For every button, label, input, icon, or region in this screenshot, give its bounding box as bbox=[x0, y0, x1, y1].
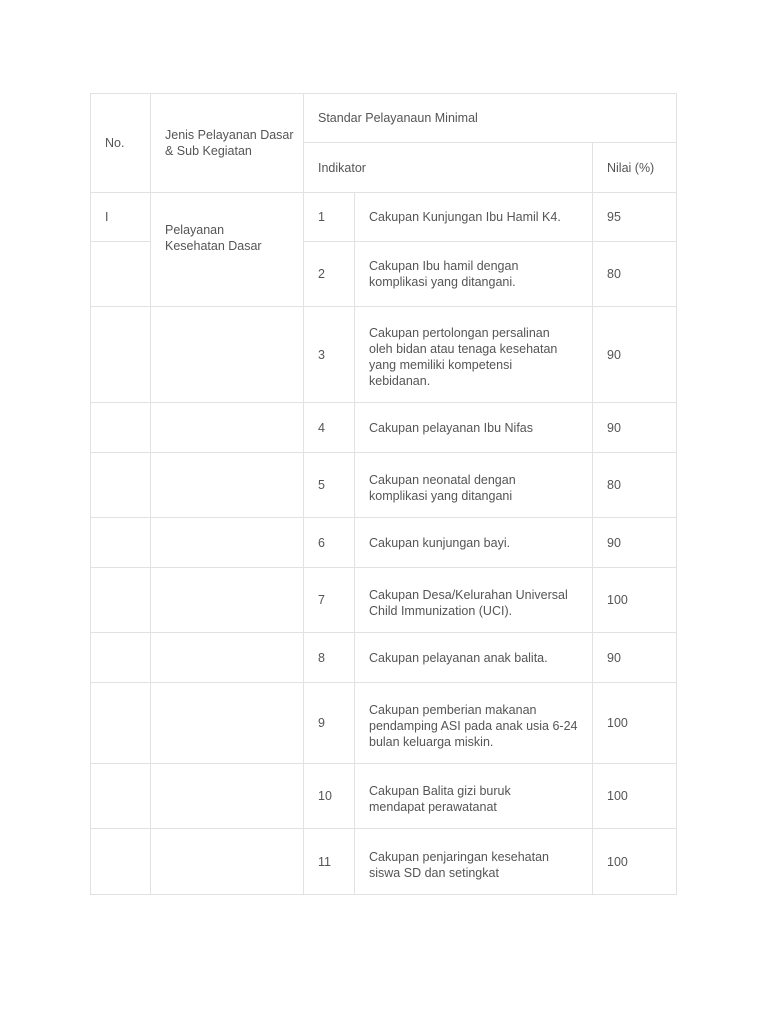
table-row bbox=[91, 193, 677, 242]
table-row bbox=[91, 403, 677, 453]
table-row bbox=[91, 683, 677, 764]
row-number: 3 bbox=[304, 307, 355, 403]
row-indicator: Cakupan kunjungan bayi. bbox=[355, 518, 593, 568]
row-value: 100 bbox=[593, 764, 677, 829]
row-indicator: Cakupan Balita gizi buruk mendapat perawatanat bbox=[355, 764, 593, 829]
row-indicator: Cakupan neonatal dengan komplikasi yang ditangani bbox=[355, 453, 593, 518]
row-indicator: Cakupan pemberian makanan pendamping ASI pada anak usia 6-24 bulan keluarga miskin. bbox=[355, 683, 593, 764]
row-value: 100 bbox=[593, 568, 677, 633]
row-number: 7 bbox=[304, 568, 355, 633]
row-number: 8 bbox=[304, 633, 355, 683]
empty-cell bbox=[91, 242, 151, 307]
empty-cell bbox=[91, 764, 151, 829]
row-indicator: Cakupan penjaringan kesehatan siswa SD dan setingkat bbox=[355, 829, 593, 895]
section-name: Pelayanan Kesehatan Dasar bbox=[151, 193, 304, 307]
row-indicator: Cakupan pertolongan persalinan oleh bidan atau tenaga kesehatan yang memiliki kompetensi kebidanan. bbox=[355, 307, 593, 403]
header-nilai: Nilai (%) bbox=[593, 143, 677, 193]
row-indicator: Cakupan Kunjungan Ibu Hamil K4. bbox=[355, 193, 593, 242]
table-row bbox=[91, 518, 677, 568]
row-number: 1 bbox=[304, 193, 355, 242]
empty-cell bbox=[91, 829, 151, 895]
row-value: 80 bbox=[593, 242, 677, 307]
row-number: 10 bbox=[304, 764, 355, 829]
empty-cell bbox=[91, 633, 151, 683]
empty-cell bbox=[91, 453, 151, 518]
row-value: 90 bbox=[593, 518, 677, 568]
empty-cell bbox=[91, 307, 151, 403]
row-indicator: Cakupan Ibu hamil dengan komplikasi yang ditangani. bbox=[355, 242, 593, 307]
spm-table bbox=[90, 93, 677, 895]
header-indikator: Indikator bbox=[304, 143, 593, 193]
table-row bbox=[91, 307, 677, 403]
empty-cell bbox=[91, 683, 151, 764]
empty-cell bbox=[151, 829, 304, 895]
empty-cell bbox=[151, 764, 304, 829]
table-row bbox=[91, 568, 677, 633]
row-value: 100 bbox=[593, 683, 677, 764]
empty-cell bbox=[151, 453, 304, 518]
empty-cell bbox=[151, 403, 304, 453]
empty-cell bbox=[151, 568, 304, 633]
row-value: 80 bbox=[593, 453, 677, 518]
row-indicator: Cakupan Desa/Kelurahan Universal Child Immunization (UCI). bbox=[355, 568, 593, 633]
empty-cell bbox=[91, 518, 151, 568]
empty-cell bbox=[91, 403, 151, 453]
row-number: 2 bbox=[304, 242, 355, 307]
table-row bbox=[91, 764, 677, 829]
empty-cell bbox=[151, 683, 304, 764]
row-number: 6 bbox=[304, 518, 355, 568]
row-value: 90 bbox=[593, 403, 677, 453]
header-jenis: Jenis Pelayanan Dasar & Sub Kegiatan bbox=[151, 94, 304, 193]
empty-cell bbox=[151, 633, 304, 683]
header-row-1 bbox=[91, 94, 677, 143]
row-value: 90 bbox=[593, 307, 677, 403]
row-value: 90 bbox=[593, 633, 677, 683]
row-number: 5 bbox=[304, 453, 355, 518]
row-value: 95 bbox=[593, 193, 677, 242]
table-row bbox=[91, 633, 677, 683]
row-indicator: Cakupan pelayanan Ibu Nifas bbox=[355, 403, 593, 453]
row-number: 9 bbox=[304, 683, 355, 764]
header-standar: Standar Pelayanaun Minimal bbox=[304, 94, 677, 143]
section-number: I bbox=[91, 193, 151, 242]
row-number: 11 bbox=[304, 829, 355, 895]
header-no: No. bbox=[91, 94, 151, 193]
empty-cell bbox=[91, 568, 151, 633]
empty-cell bbox=[151, 518, 304, 568]
row-value: 100 bbox=[593, 829, 677, 895]
table-row bbox=[91, 453, 677, 518]
row-number: 4 bbox=[304, 403, 355, 453]
row-indicator: Cakupan pelayanan anak balita. bbox=[355, 633, 593, 683]
empty-cell bbox=[151, 307, 304, 403]
table-row bbox=[91, 829, 677, 895]
